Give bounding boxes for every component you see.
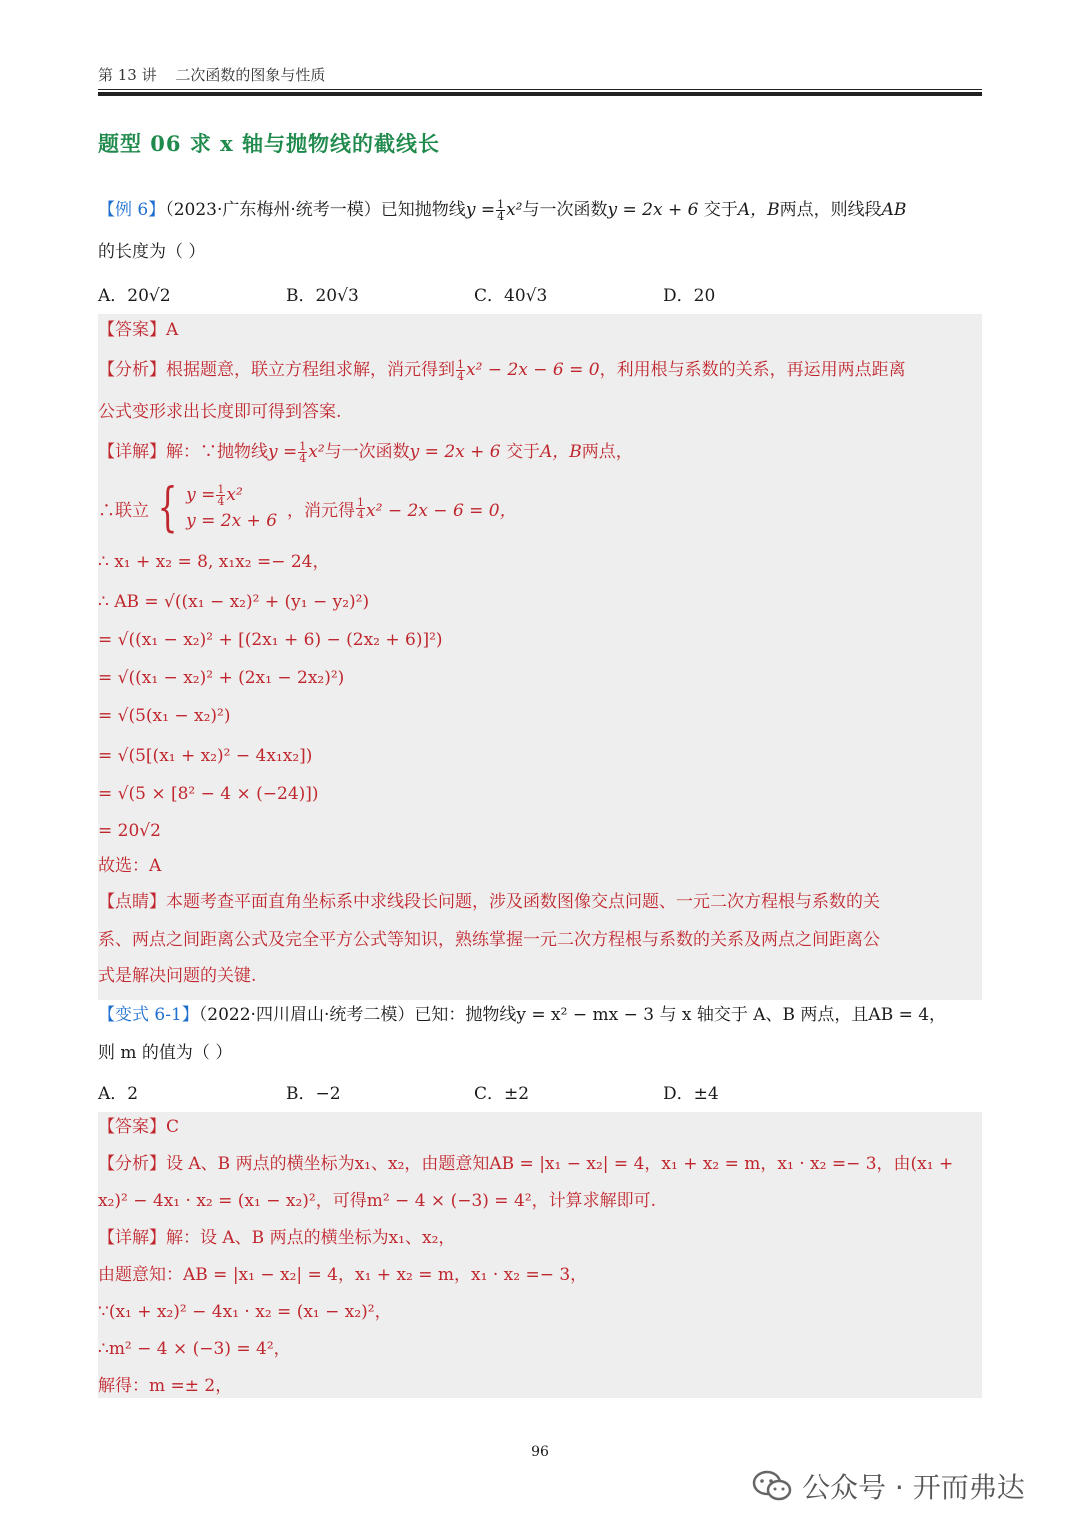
example6-vieta: ∴ x₁ + x₂ = 8, x₁x₂ =− 24，: [98, 552, 330, 572]
variant61-detail-line5: 解得：m =± 2，: [98, 1376, 233, 1396]
page-number: 96: [531, 1444, 549, 1460]
variant61-option-d: D．±4: [663, 1084, 719, 1104]
variant61-question-line1: 【变式 6-1】（2022·四川眉山·统考二模）已知：抛物线y = x² − mx − 3 与 x 轴交于 A、B 两点，且AB = 4，: [98, 1005, 947, 1025]
variant61-detail-line2: 由题意知：AB = |x₁ − x₂| = 4，x₁ + x₂ = m，x₁ · x₂ =− 3，: [98, 1265, 588, 1285]
section-title: 题型 06 求 x 轴与抛物线的截线长: [98, 131, 440, 156]
variant61-detail-line3: ∵(x₁ + x₂)² − 4x₁ · x₂ = (x₁ − x₂)²，: [98, 1302, 392, 1322]
example6-answer: 【答案】A: [98, 320, 179, 340]
variant61-tag: 【变式 6-1】: [98, 1005, 199, 1025]
fraction-one-quarter: $\frac{1}{4}$: [497, 198, 505, 223]
example6-option-c: C．40√3: [474, 286, 548, 306]
example6-choose: 故选：A: [98, 856, 162, 876]
header-rule-thin: [98, 89, 982, 90]
page-header: [98, 64, 982, 85]
variant61-analysis-line2: x₂)² − 4x₁ · x₂ = (x₁ − x₂)²，可得m² − 4 × (−3) = 4²，计算求解即可.: [98, 1191, 656, 1211]
variant61-analysis-line1: 【分析】设 A、B 两点的横坐标为x₁、x₂，由题意知AB = |x₁ − x₂| = 4，x₁ + x₂ = m，x₁ · x₂ =− 3，由(x₁ +: [98, 1154, 954, 1174]
example6-comment-line2: 系、两点之间距离公式及完全平方公式等知识，熟练掌握一元二次方程根与系数的关系及两点之间距离公: [98, 930, 880, 950]
example6-step-5: = √(5[(x₁ + x₂)² − 4x₁x₂]): [98, 746, 313, 766]
example6-question-line1: 【例 6】（2023·广东梅州·统考一模）已知抛物线y = $\frac{1}{4}$ x²与一次函数y = 2x + 6 交于A，B两点，则线段AB: [98, 198, 907, 223]
lesson-number: 第 13 讲: [98, 66, 157, 84]
example6-step-7: = 20√2: [98, 821, 161, 841]
brace-icon: {: [157, 478, 178, 538]
header-rule-thick: [98, 92, 982, 96]
example6-comment-line1: 【点睛】本题考查平面直角坐标系中求线段长问题，涉及函数图像交点问题、一元二次方程根与系数的关: [98, 892, 880, 912]
variant61-detail-line1: 【详解】解：设 A、B 两点的横坐标为x₁、x₂，: [98, 1228, 456, 1248]
example6-option-a: A．20√2: [98, 286, 171, 306]
watermark: [752, 1466, 1025, 1506]
example6-tag: 【例 6】: [98, 200, 166, 220]
variant61-answer: 【答案】C: [98, 1117, 180, 1137]
example6-step-3: = √((x₁ − x₂)² + (2x₁ − 2x₂)²): [98, 668, 345, 688]
variant61-detail-line4: ∴m² − 4 × (−3) = 4²，: [98, 1339, 291, 1359]
variant61-option-a: A．2: [98, 1084, 139, 1104]
variant61-solution-box: [98, 1112, 982, 1398]
example6-step-4: = √(5(x₁ − x₂)²): [98, 706, 231, 726]
example6-question-line2: 的长度为（ ）: [98, 242, 206, 262]
example6-option-d: D．20: [663, 286, 716, 306]
example6-solution-box: [98, 314, 982, 1000]
lesson-topic: 二次函数的图象与性质: [175, 66, 326, 84]
variant61-option-c: C．±2: [474, 1084, 530, 1104]
wechat-icon: [752, 1469, 792, 1503]
example6-comment-line3: 式是解决问题的关键.: [98, 966, 257, 986]
variant61-question-line2: 则 m 的值为（ ）: [98, 1043, 233, 1063]
example6-analysis-line2: 公式变形求出长度即可得到答案.: [98, 402, 342, 422]
example6-system: ∴联立 { y = $\frac{1}{4}$ x² y = 2x + 6 ，消元得 $\frac{1}{4}$ x² − 2x − 6 = 0，: [98, 478, 517, 538]
watermark-text: 公众号 · 开而弗达: [802, 1471, 1025, 1504]
example6-detail-line1: 【详解】解：∵抛物线y = $\frac{1}{4}$ x²与一次函数y = 2x + 6 交于A，B两点，: [98, 440, 633, 465]
example6-analysis-line1: 【分析】根据题意，联立方程组求解，消元得到 $\frac{1}{4}$ x² − 2x − 6 = 0，利用根与系数的关系，再运用两点距离: [98, 358, 906, 383]
example6-step-6: = √(5 × [8² − 4 × (−24)]): [98, 784, 319, 804]
example6-step-1: ∴ AB = √((x₁ − x₂)² + (y₁ − y₂)²): [98, 592, 370, 612]
example6-option-b: B．20√3: [286, 286, 359, 306]
variant61-option-b: B．−2: [286, 1084, 341, 1104]
example6-step-2: = √((x₁ − x₂)² + [(2x₁ + 6) − (2x₂ + 6)]²): [98, 630, 443, 650]
